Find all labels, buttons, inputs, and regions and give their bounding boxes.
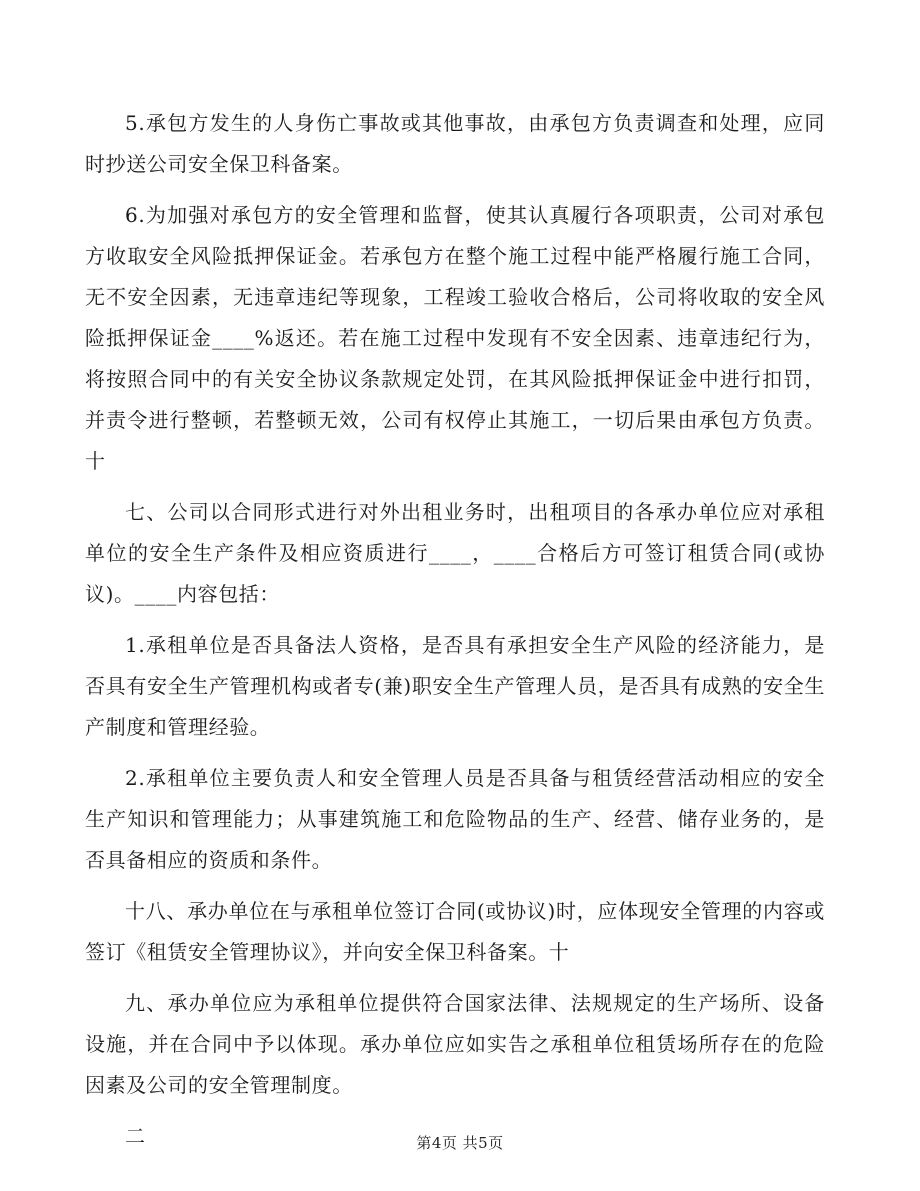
paragraph-item-6: 6.为加强对承包方的安全管理和监督，使其认真履行各项职责，公司对承包方收取安全风险抵押保证金。若承包方在整个施工过程中能严格履行施工合同，无不安全因素，无违章违纪等现象，工程竣工验收合格后，公司将收取的安全风险抵押保证金____%返还。若在施工过程中发现有不安全因素、违章违纪行为，将按照合同中的有关安全协议条款规定处罚，在其风险抵押保证金中进行扣罚，并责令进行整顿，若整顿无效，公司有权停止其施工，一切后果由承包方负责。十 [85,203,825,473]
paragraph-item-2: 2.承租单位主要负责人和安全管理人员是否具备与租赁经营活动相应的安全生产知识和管理能力；从事建筑施工和危险物品的生产、经营、储存业务的，是否具备相应的资质和条件。 [85,766,825,872]
paragraph-section-19: 九、承办单位应为承租单位提供符合国家法律、法规规定的生产场所、设备设施，并在合同中予以体现。承办单位应如实告之承租单位租赁场所存在的危险因素及公司的安全管理制度。 [85,991,825,1097]
paragraph-item-5: 5.承包方发生的人身伤亡事故或其他事故，由承包方负责调查和处理，应同时抄送公司安全保卫科备案。 [85,111,825,176]
paragraph-section-20-start: 二 [125,1124,146,1148]
paragraph-section-18: 十八、承办单位在与承租单位签订合同(或协议)时，应体现安全管理的内容或签订《租赁安全管理协议》，并向安全保卫科备案。十 [85,899,825,964]
document-body [85,103,825,1167]
page-number: 第4页 共5页 [416,1134,504,1152]
paragraph-item-1: 1.承租单位是否具备法人资格，是否具有承担安全生产风险的经济能力，是否具有安全生产管理机构或者专(兼)职安全生产管理人员，是否具有成熟的安全生产制度和管理经验。 [85,633,825,739]
paragraph-section-17: 七、公司以合同形式进行对外出租业务时，出租项目的各承办单位应对承租单位的安全生产条件及相应资质进行____，____合格后方可签订租赁合同(或协议)。____内容包括： [85,500,825,606]
